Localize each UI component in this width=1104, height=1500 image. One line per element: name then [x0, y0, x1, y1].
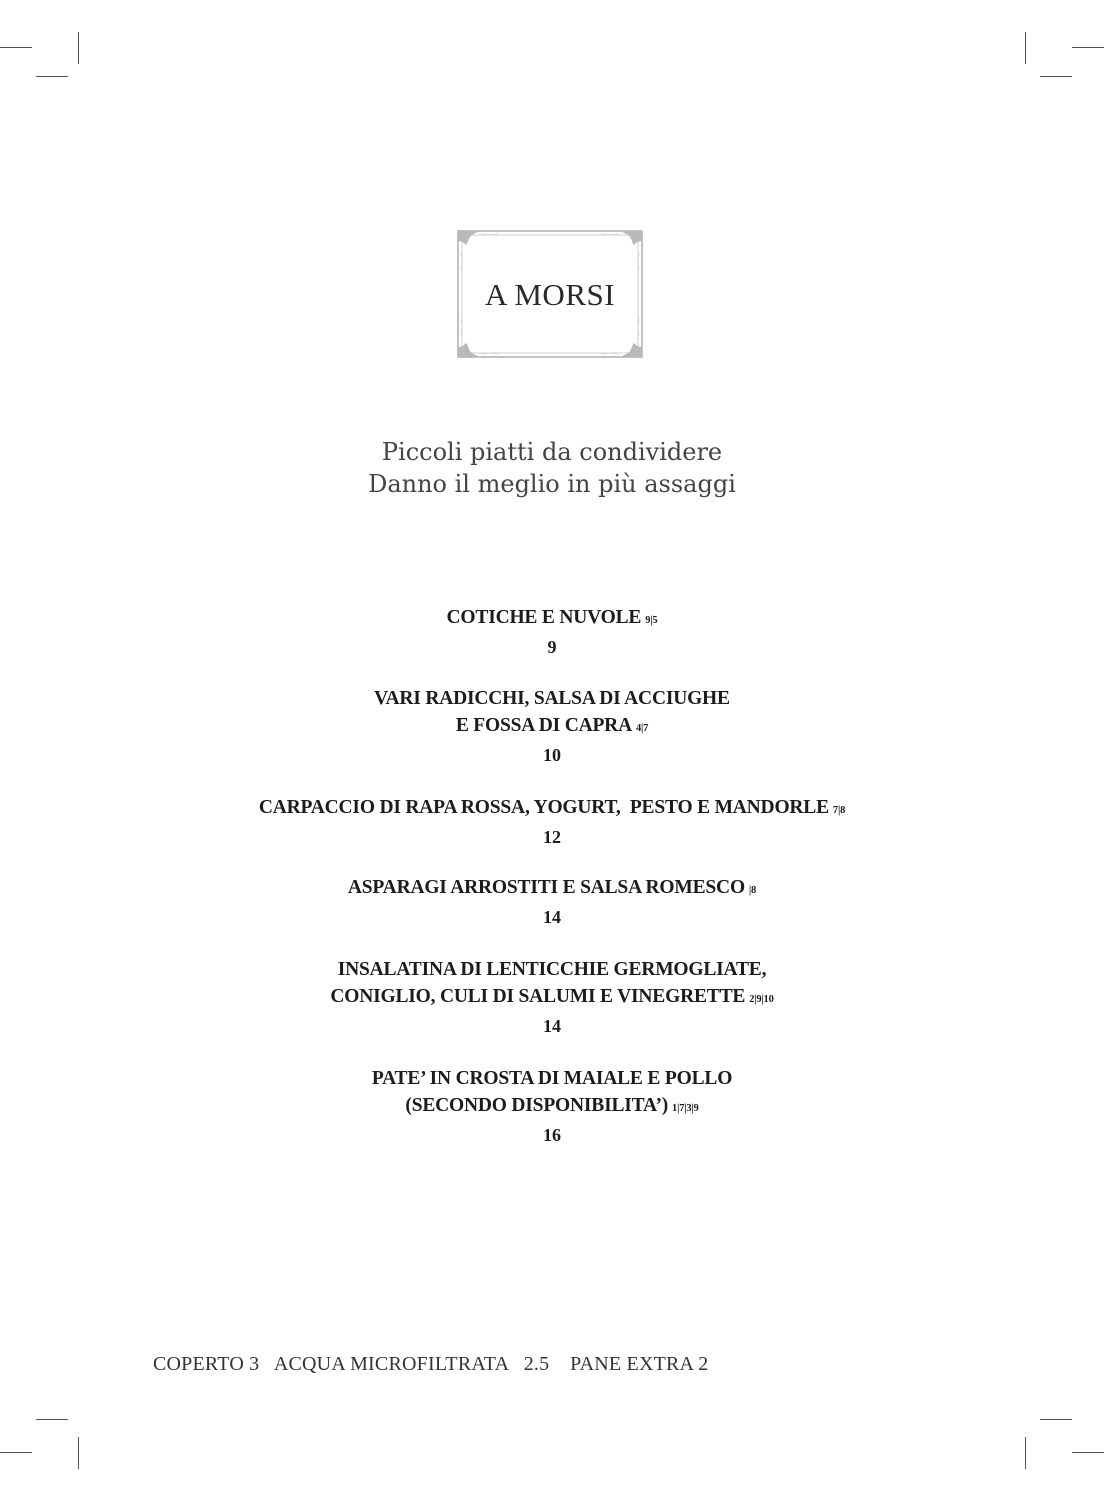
crop-mark: [1072, 1452, 1104, 1453]
dish-name: ASPARAGI ARROSTITI E SALSA ROMESCO: [347, 877, 745, 898]
dish-name: VARI RADICCHI, SALSA DI ACCIUGHE: [374, 688, 730, 709]
menu-item: [0, 794, 1104, 851]
section-subtitle-line: Danno il meglio in più assaggi: [368, 470, 736, 498]
dish-name: (SECONDO DISPONIBILITA’): [405, 1095, 669, 1116]
dish-name: INSALATINA DI LENTICCHIE GERMOGLIATE,: [337, 959, 767, 980]
crop-mark: [78, 32, 79, 64]
allergen-codes: 4|7: [635, 723, 649, 734]
crop-mark: [1040, 76, 1072, 77]
menu-item: [0, 685, 1104, 769]
dish-price: 14: [543, 907, 561, 927]
allergen-codes: 7|8: [832, 805, 846, 816]
dish-price: 14: [543, 1016, 561, 1036]
allergen-codes: 1|7|3|9: [672, 1103, 699, 1114]
footer-charges: COPERTO 3 ACQUA MICROFILTRATA 2.5 PANE EXTRA 2: [153, 1353, 709, 1375]
crop-mark: [36, 1419, 68, 1420]
crop-mark: [0, 1452, 32, 1453]
menu-item: [0, 956, 1104, 1040]
crop-mark: [1025, 1437, 1026, 1469]
crop-mark: [36, 76, 68, 77]
allergen-codes: 2|9|10: [749, 994, 774, 1005]
dish-name: COTICHE E NUVOLE: [446, 607, 642, 628]
menu-item: [0, 1065, 1104, 1149]
dish-price: 10: [543, 745, 561, 765]
dish-price: 16: [543, 1125, 561, 1145]
dish-name: CARPACCIO DI RAPA ROSSA, YOGURT, PESTO E MANDORLE: [258, 797, 829, 818]
dish-name: PATE’ IN CROSTA DI MAIALE E POLLO: [371, 1068, 733, 1089]
allergen-codes: 9|5: [645, 615, 658, 626]
crop-mark: [78, 1437, 79, 1469]
allergen-codes: |8: [748, 885, 757, 896]
crop-mark: [1025, 32, 1026, 64]
crop-mark: [1040, 1419, 1072, 1420]
menu-item: [0, 874, 1104, 931]
dish-name: E FOSSA DI CAPRA: [455, 715, 632, 736]
section-title-frame: [456, 229, 644, 359]
section-subtitle-line: Piccoli piatti da condividere: [381, 438, 723, 466]
crop-mark: [1072, 47, 1104, 48]
dish-price: 9: [547, 637, 557, 657]
dish-name: CONIGLIO, CULI DI SALUMI E VINEGRETTE: [330, 986, 746, 1007]
crop-mark: [0, 47, 32, 48]
menu-item: [0, 604, 1104, 661]
dish-price: 12: [543, 827, 561, 847]
section-title: A MORSI: [484, 277, 616, 312]
